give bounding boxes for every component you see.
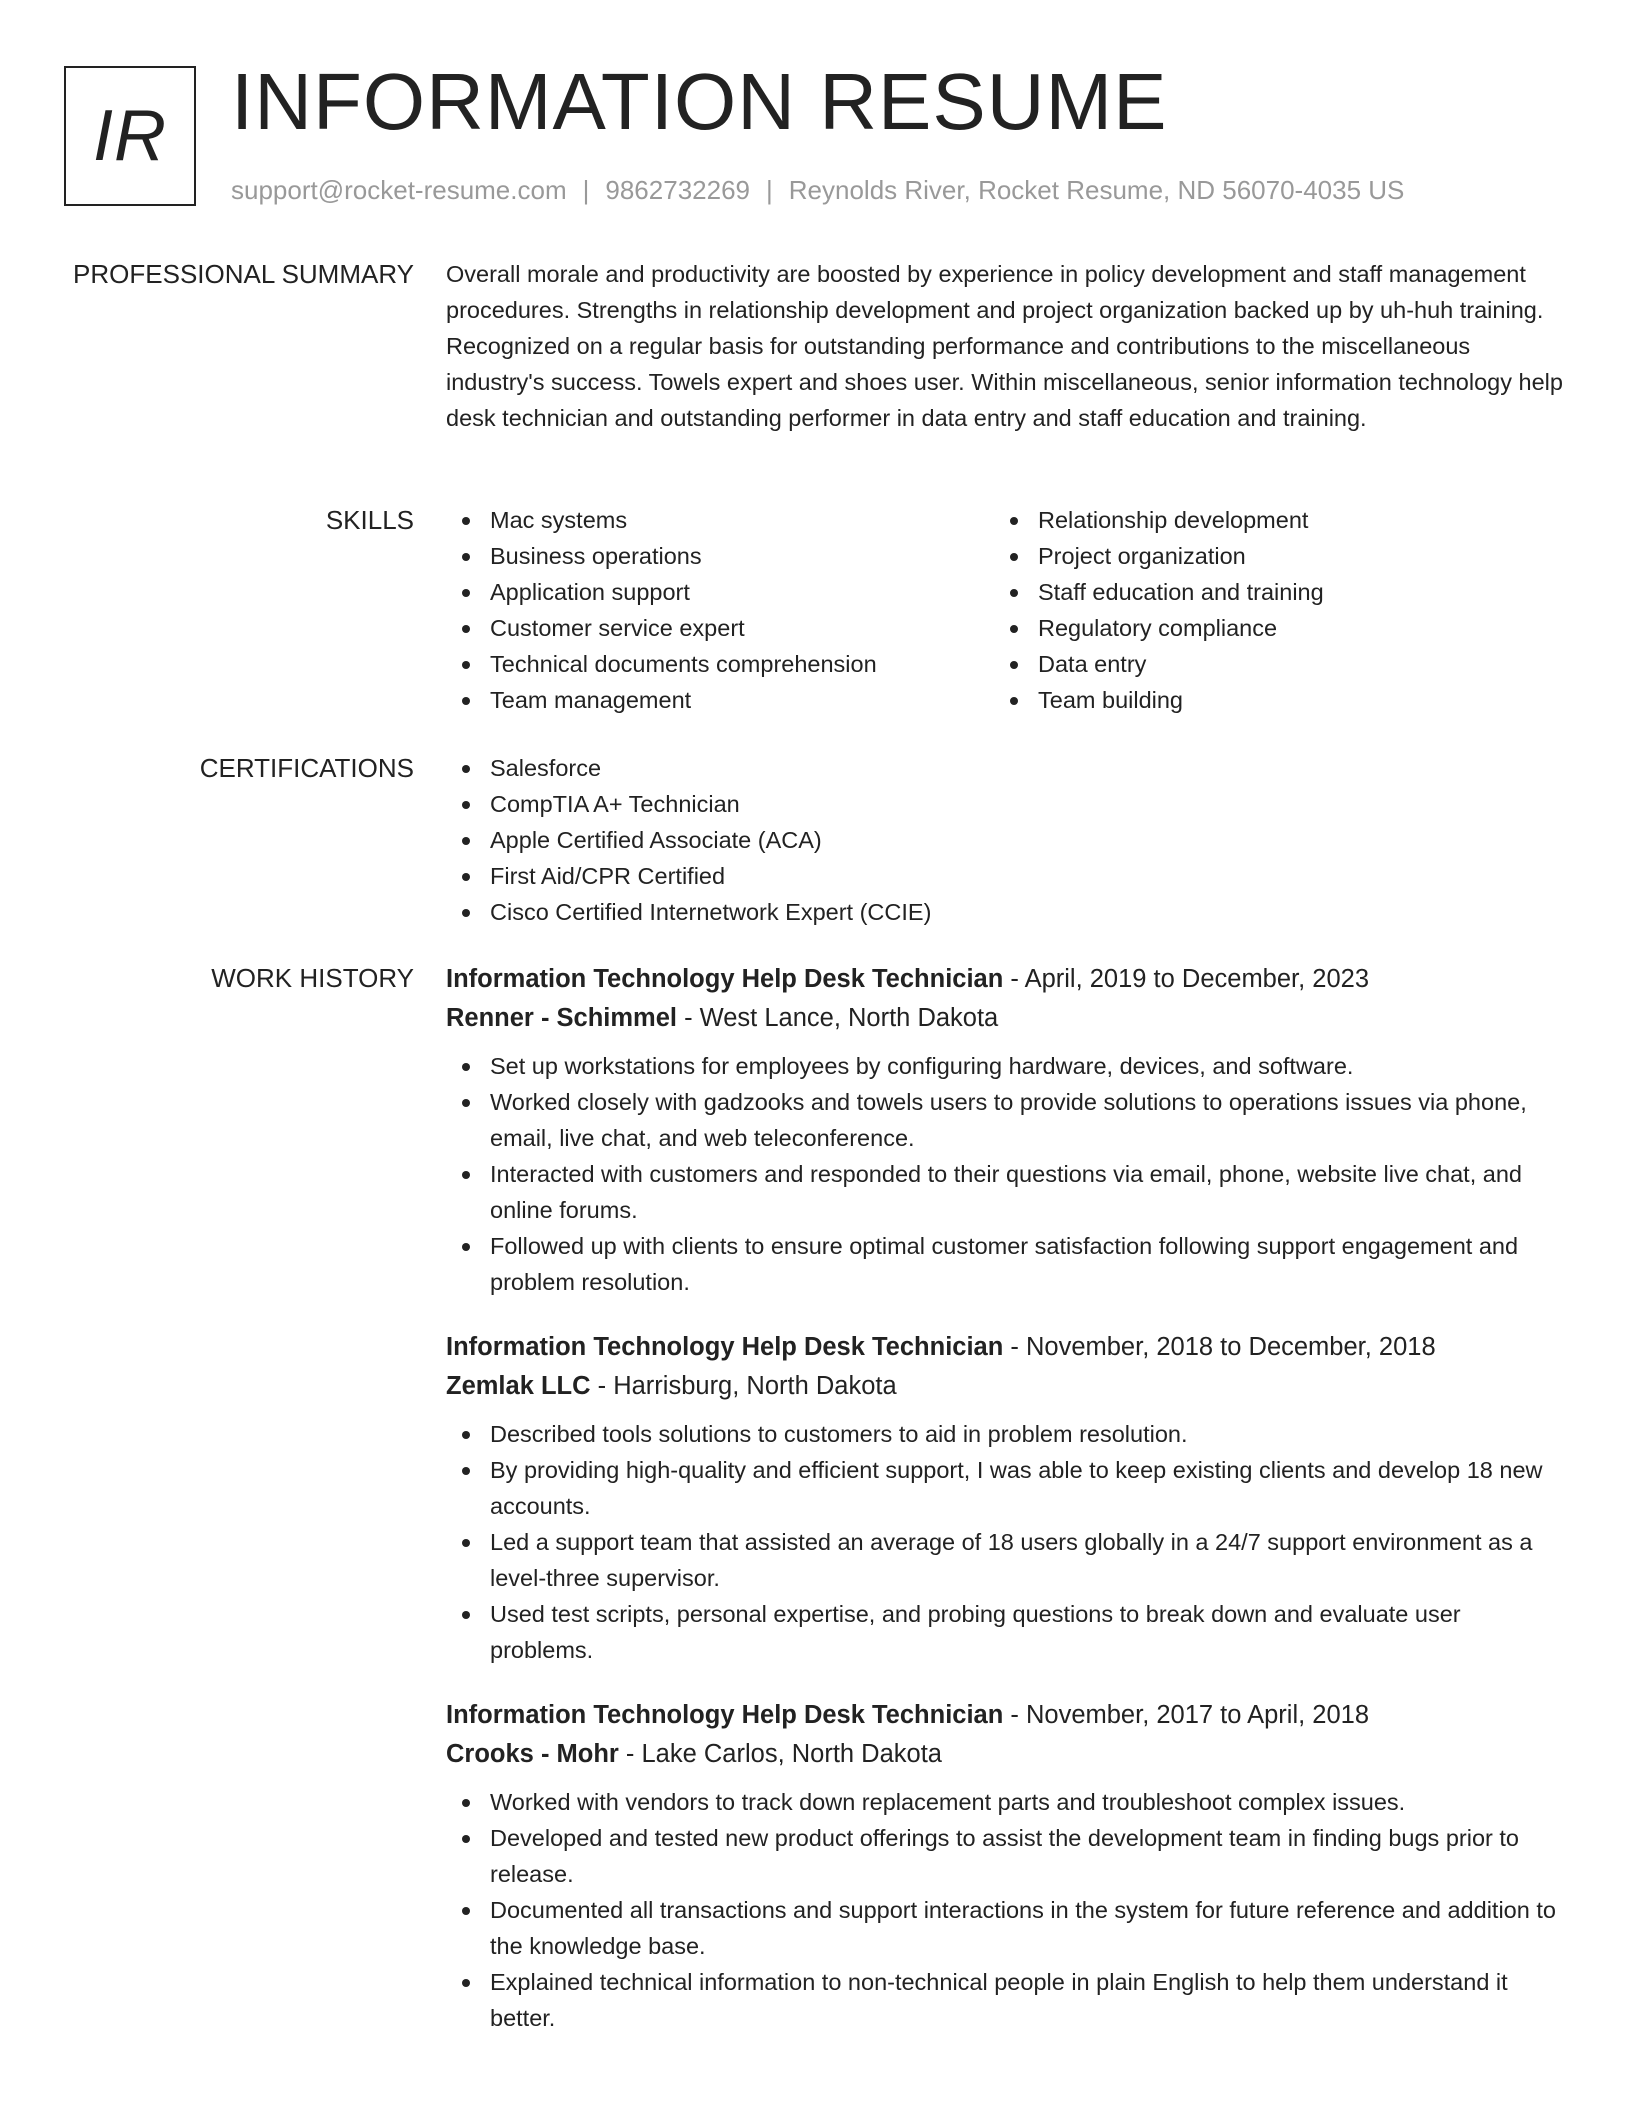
skill-item: Technical documents comprehension [446,646,994,682]
job-dates: - November, 2017 to April, 2018 [1003,1701,1370,1729]
skills-list-col1 [446,502,994,718]
job-bullets [446,1416,1566,1668]
summary-text: Overall morale and productivity are boosted by experience in policy development and staff management procedures. Strengths in relationship development and project organization backed up by uh-huh training. Recognized on a regular basis for outstanding performance and contributions to the miscellaneous industry's success. Towels expert and shoes user. Within miscellaneous, senior information technology help desk technician and outstanding performer in data entry and staff education and training. [446,261,1563,431]
job-company-line [446,1734,1566,1774]
job-bullet: Described tools solutions to customers to aid in problem resolution. [446,1416,1566,1452]
skill-item: Customer service expert [446,610,994,646]
resume-name: INFORMATION RESUME [231,57,1168,146]
skill-item: Staff education and training [994,574,1534,610]
contact-separator: | [582,175,590,205]
monogram: IR [64,66,196,206]
job-bullet: Worked with vendors to track down replacement parts and troubleshoot complex issues. [446,1784,1566,1820]
job-location: - West Lance, North Dakota [676,1004,999,1032]
certification-item: CompTIA A+ Technician [446,786,1566,822]
skill-item: Data entry [994,646,1534,682]
section-label-work-history: WORK HISTORY [211,963,414,993]
job-entry [446,1696,1566,2036]
job-company: Renner - Schimmel [446,1004,677,1032]
job-location: - Harrisburg, North Dakota [590,1372,897,1400]
job-dates: - April, 2019 to December, 2023 [1003,965,1370,993]
job-company: Zemlak LLC [446,1372,591,1400]
job-title-line [446,960,1566,998]
skill-item: Project organization [994,538,1534,574]
job-bullets [446,1784,1566,2036]
contact-address: Reynolds River, Rocket Resume, ND 56070-4035 US [788,175,1405,205]
job-company: Crooks - Mohr [446,1740,619,1768]
job-entry [446,1328,1566,1668]
job-title-line [446,1328,1566,1366]
skill-item: Application support [446,574,994,610]
section-label-certifications: CERTIFICATIONS [199,753,414,783]
job-bullet: Developed and tested new product offerings to assist the development team in finding bugs prior to release. [446,1820,1566,1892]
job-title: Information Technology Help Desk Technician [446,1701,1004,1729]
job-dates: - November, 2018 to December, 2018 [1003,1333,1436,1361]
skill-item: Regulatory compliance [994,610,1534,646]
job-bullet: Worked closely with gadzooks and towels users to provide solutions to operations issues via phone, email, live chat, and web teleconference. [446,1084,1566,1156]
certifications-list [446,750,1566,930]
job-bullet: Set up workstations for employees by configuring hardware, devices, and software. [446,1048,1566,1084]
section-label-summary: PROFESSIONAL SUMMARY [73,259,414,289]
section-label-skills: SKILLS [325,505,414,535]
job-title-line [446,1696,1566,1734]
contact-email[interactable]: support@rocket-resume.com [231,175,567,205]
job-bullet: By providing high-quality and efficient support, I was able to keep existing clients and develop 18 new accounts. [446,1452,1566,1524]
contact-phone[interactable]: 9862732269 [605,175,750,205]
skill-item: Relationship development [994,502,1534,538]
job-bullet: Used test scripts, personal expertise, and probing questions to break down and evaluate user problems. [446,1596,1566,1668]
job-bullets [446,1048,1566,1300]
certification-item: Cisco Certified Internetwork Expert (CCIE) [446,894,1566,930]
skill-item: Mac systems [446,502,994,538]
skill-item: Team building [994,682,1534,718]
skill-item: Business operations [446,538,994,574]
job-bullet: Followed up with clients to ensure optimal customer satisfaction following support engagement and problem resolution. [446,1228,1566,1300]
skill-item: Team management [446,682,994,718]
job-bullet: Led a support team that assisted an average of 18 users globally in a 24/7 support environment as a level-three supervisor. [446,1524,1566,1596]
job-location: - Lake Carlos, North Dakota [618,1740,942,1768]
certification-item: Apple Certified Associate (ACA) [446,822,1566,858]
skills-list-col2 [994,502,1534,718]
job-company-line [446,998,1566,1038]
contact-separator: | [766,175,773,205]
job-entry [446,960,1566,1300]
job-bullet: Explained technical information to non-technical people in plain English to help them understand it better. [446,1964,1566,2036]
certification-item: First Aid/CPR Certified [446,858,1566,894]
certification-item: Salesforce [446,750,1566,786]
job-title: Information Technology Help Desk Technician [446,1333,1004,1361]
contact-line [231,174,1404,206]
job-company-line [446,1366,1566,1406]
job-title: Information Technology Help Desk Technician [446,965,1004,993]
job-bullet: Interacted with customers and responded to their questions via email, phone, website live chat, and online forums. [446,1156,1566,1228]
job-bullet: Documented all transactions and support interactions in the system for future reference and addition to the knowledge base. [446,1892,1566,1964]
